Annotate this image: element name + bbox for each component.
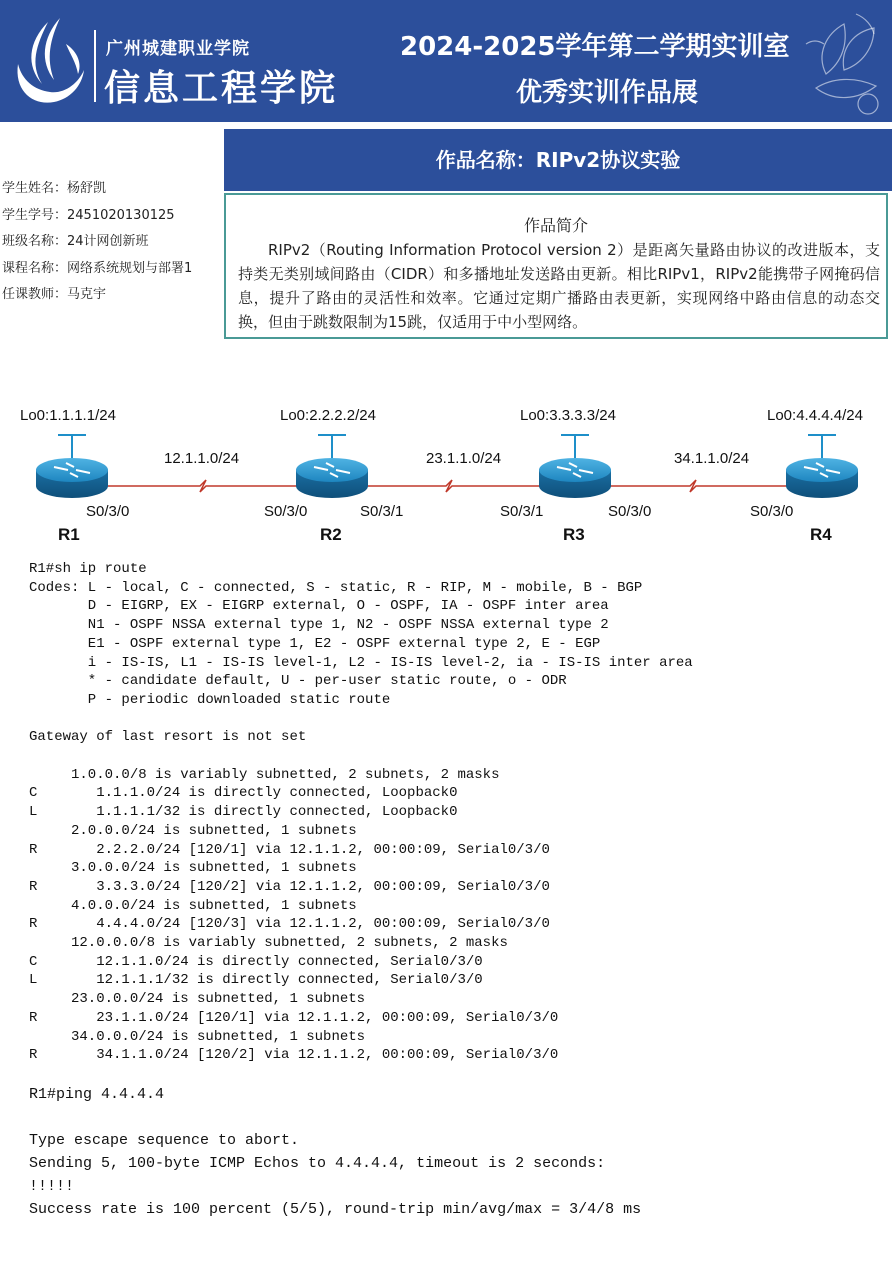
cli-line: 12.0.0.0/8 is variably subnetted, 2 subnets, 2 masks [29, 935, 508, 952]
intro-title: 作品简介 [523, 216, 588, 235]
network-topology [0, 390, 892, 550]
header-divider [94, 30, 96, 102]
ping-output [29, 1083, 641, 1221]
r3-loopback-label: Lo0:3.3.3.3/24 [520, 407, 616, 424]
r4-name: R4 [810, 525, 832, 544]
router-r2-icon [296, 458, 368, 498]
exhibition-title-line2: 优秀实训作品展 [516, 78, 699, 108]
cli-line: 1.0.0.0/8 is variably subnetted, 2 subnets, 2 masks [29, 766, 500, 783]
cli-line: R 3.3.3.0/24 [120/2] via 12.1.1.2, 00:00:09, Serial0/3/0 [29, 878, 550, 895]
cli-line: 3.0.0.0/24 is subnetted, 1 subnets [29, 860, 357, 877]
r1-loopback-label: Lo0:1.1.1.1/24 [20, 407, 116, 424]
link-r1-r2 [105, 480, 300, 492]
router-r3-icon [539, 458, 611, 498]
school-name: 广州城建职业学院 [106, 39, 250, 59]
link3-network-label: 34.1.1.0/24 [674, 450, 750, 467]
lotus-decoration-icon [796, 4, 892, 122]
cli-line: R 23.1.1.0/24 [120/1] via 12.1.1.2, 00:00:09, Serial0/3/0 [29, 1009, 559, 1026]
cli-line: 23.0.0.0/24 is subnetted, 1 subnets [29, 991, 366, 1008]
cli-line: E1 - OSPF external type 1, E2 - OSPF external type 2, E - EGP [29, 635, 601, 652]
r2-right-interface-label: S0/3/1 [360, 503, 404, 520]
link1-network-label: 12.1.1.0/24 [164, 450, 240, 467]
page-header [0, 0, 892, 122]
cli-line: !!!!! [29, 1178, 75, 1195]
cli-line: R 34.1.1.0/24 [120/2] via 12.1.1.2, 00:00:09, Serial0/3/0 [29, 1047, 559, 1064]
r1-interface-label: S0/3/0 [86, 503, 130, 520]
cli-line: Codes: L - local, C - connected, S - static, R - RIP, M - mobile, B - BGP [29, 579, 643, 596]
cli-line: C 12.1.1.0/24 is directly connected, Serial0/3/0 [29, 953, 483, 970]
cli-line: 2.0.0.0/24 is subnetted, 1 subnets [29, 822, 357, 839]
info-row-class: 班级名称：24计网创新班 [2, 234, 149, 249]
link-r3-r4 [607, 480, 790, 492]
cli-line: P - periodic downloaded static route [29, 691, 391, 708]
cli-line: R 2.2.2.0/24 [120/1] via 12.1.1.2, 00:00:09, Serial0/3/0 [29, 841, 550, 858]
cli-line: Success rate is 100 percent (5/5), round-trip min/avg/max = 3/4/8 ms [29, 1201, 642, 1218]
link-r2-r3 [365, 480, 542, 492]
exhibition-title-line1: 2024-2025学年第二学期实训室 [400, 32, 790, 62]
r3-right-interface-label: S0/3/0 [608, 503, 652, 520]
route-table-output [29, 560, 693, 1065]
cli-line: Sending 5, 100-byte ICMP Echos to 4.4.4.4, timeout is 2 seconds: [29, 1155, 606, 1172]
router-r4-icon [786, 458, 858, 498]
cli-line: R1#sh ip route [29, 561, 147, 577]
cli-line: L 12.1.1.1/32 is directly connected, Serial0/3/0 [29, 972, 483, 989]
r4-interface-label: S0/3/0 [750, 503, 794, 520]
cli-line: N1 - OSPF NSSA external type 1, N2 - OSPF NSSA external type 2 [29, 617, 609, 634]
cli-line: L 1.1.1.1/32 is directly connected, Loopback0 [29, 804, 458, 821]
cli-line: 34.0.0.0/24 is subnetted, 1 subnets [29, 1028, 366, 1045]
cli-line: C 1.1.1.0/24 is directly connected, Loopback0 [29, 785, 458, 802]
cli-line: * - candidate default, U - per-user static route, o - ODR [29, 673, 567, 690]
intro-text: RIPv2（Routing Information Protocol version 2）是距离矢量路由协议的改进版本，支持类无类别域间路由（CIDR）和多播地址发送路由更新。相比RIPv1，RIPv2能携带子网掩码信息，提升了路由的灵活性和效率。它通过定期广播路由表更新，实现网络中路由信息的动态交换，但由于跳数限制为15跳，仅适用于中小型网络。 [238, 241, 880, 331]
r3-name: R3 [563, 525, 585, 544]
r2-loopback-label: Lo0:2.2.2.2/24 [280, 407, 376, 424]
work-name-bar: 作品名称：RIPv2协议实验 [224, 129, 892, 191]
department-name: 信息工程学院 [104, 68, 339, 109]
school-logo-icon [8, 14, 90, 108]
cli-line: D - EIGRP, EX - EIGRP external, O - OSPF, IA - OSPF inter area [29, 598, 609, 615]
r2-left-interface-label: S0/3/0 [264, 503, 308, 520]
cli-line: 4.0.0.0/24 is subnetted, 1 subnets [29, 897, 357, 914]
cli-line [29, 1106, 641, 1129]
intro-box [224, 193, 888, 339]
cli-line [29, 747, 693, 766]
r4-loopback-label: Lo0:4.4.4.4/24 [767, 407, 863, 424]
cli-line: R1#ping 4.4.4.4 [29, 1086, 165, 1103]
cli-line: Gateway of last resort is not set [29, 729, 307, 746]
info-row-course: 课程名称：网络系统规划与部署1 [2, 260, 193, 276]
info-row-teacher: 任课教师：马克宇 [2, 287, 107, 302]
r3-left-interface-label: S0/3/1 [500, 503, 544, 520]
student-info [2, 176, 192, 309]
link2-network-label: 23.1.1.0/24 [426, 450, 502, 467]
cli-line: R 4.4.4.0/24 [120/3] via 12.1.1.2, 00:00:09, Serial0/3/0 [29, 916, 550, 933]
info-row-id: 学生学号：2451020130125 [2, 207, 175, 223]
cli-line: Type escape sequence to abort. [29, 1132, 300, 1149]
router-r1-icon [36, 458, 108, 498]
cli-line: i - IS-IS, L1 - IS-IS level-1, L2 - IS-IS level-2, ia - IS-IS inter area [29, 654, 693, 671]
r1-name: R1 [58, 525, 80, 544]
r2-name: R2 [320, 525, 342, 544]
info-row-name: 学生姓名：杨舒凯 [2, 181, 107, 196]
cli-line [29, 710, 693, 729]
